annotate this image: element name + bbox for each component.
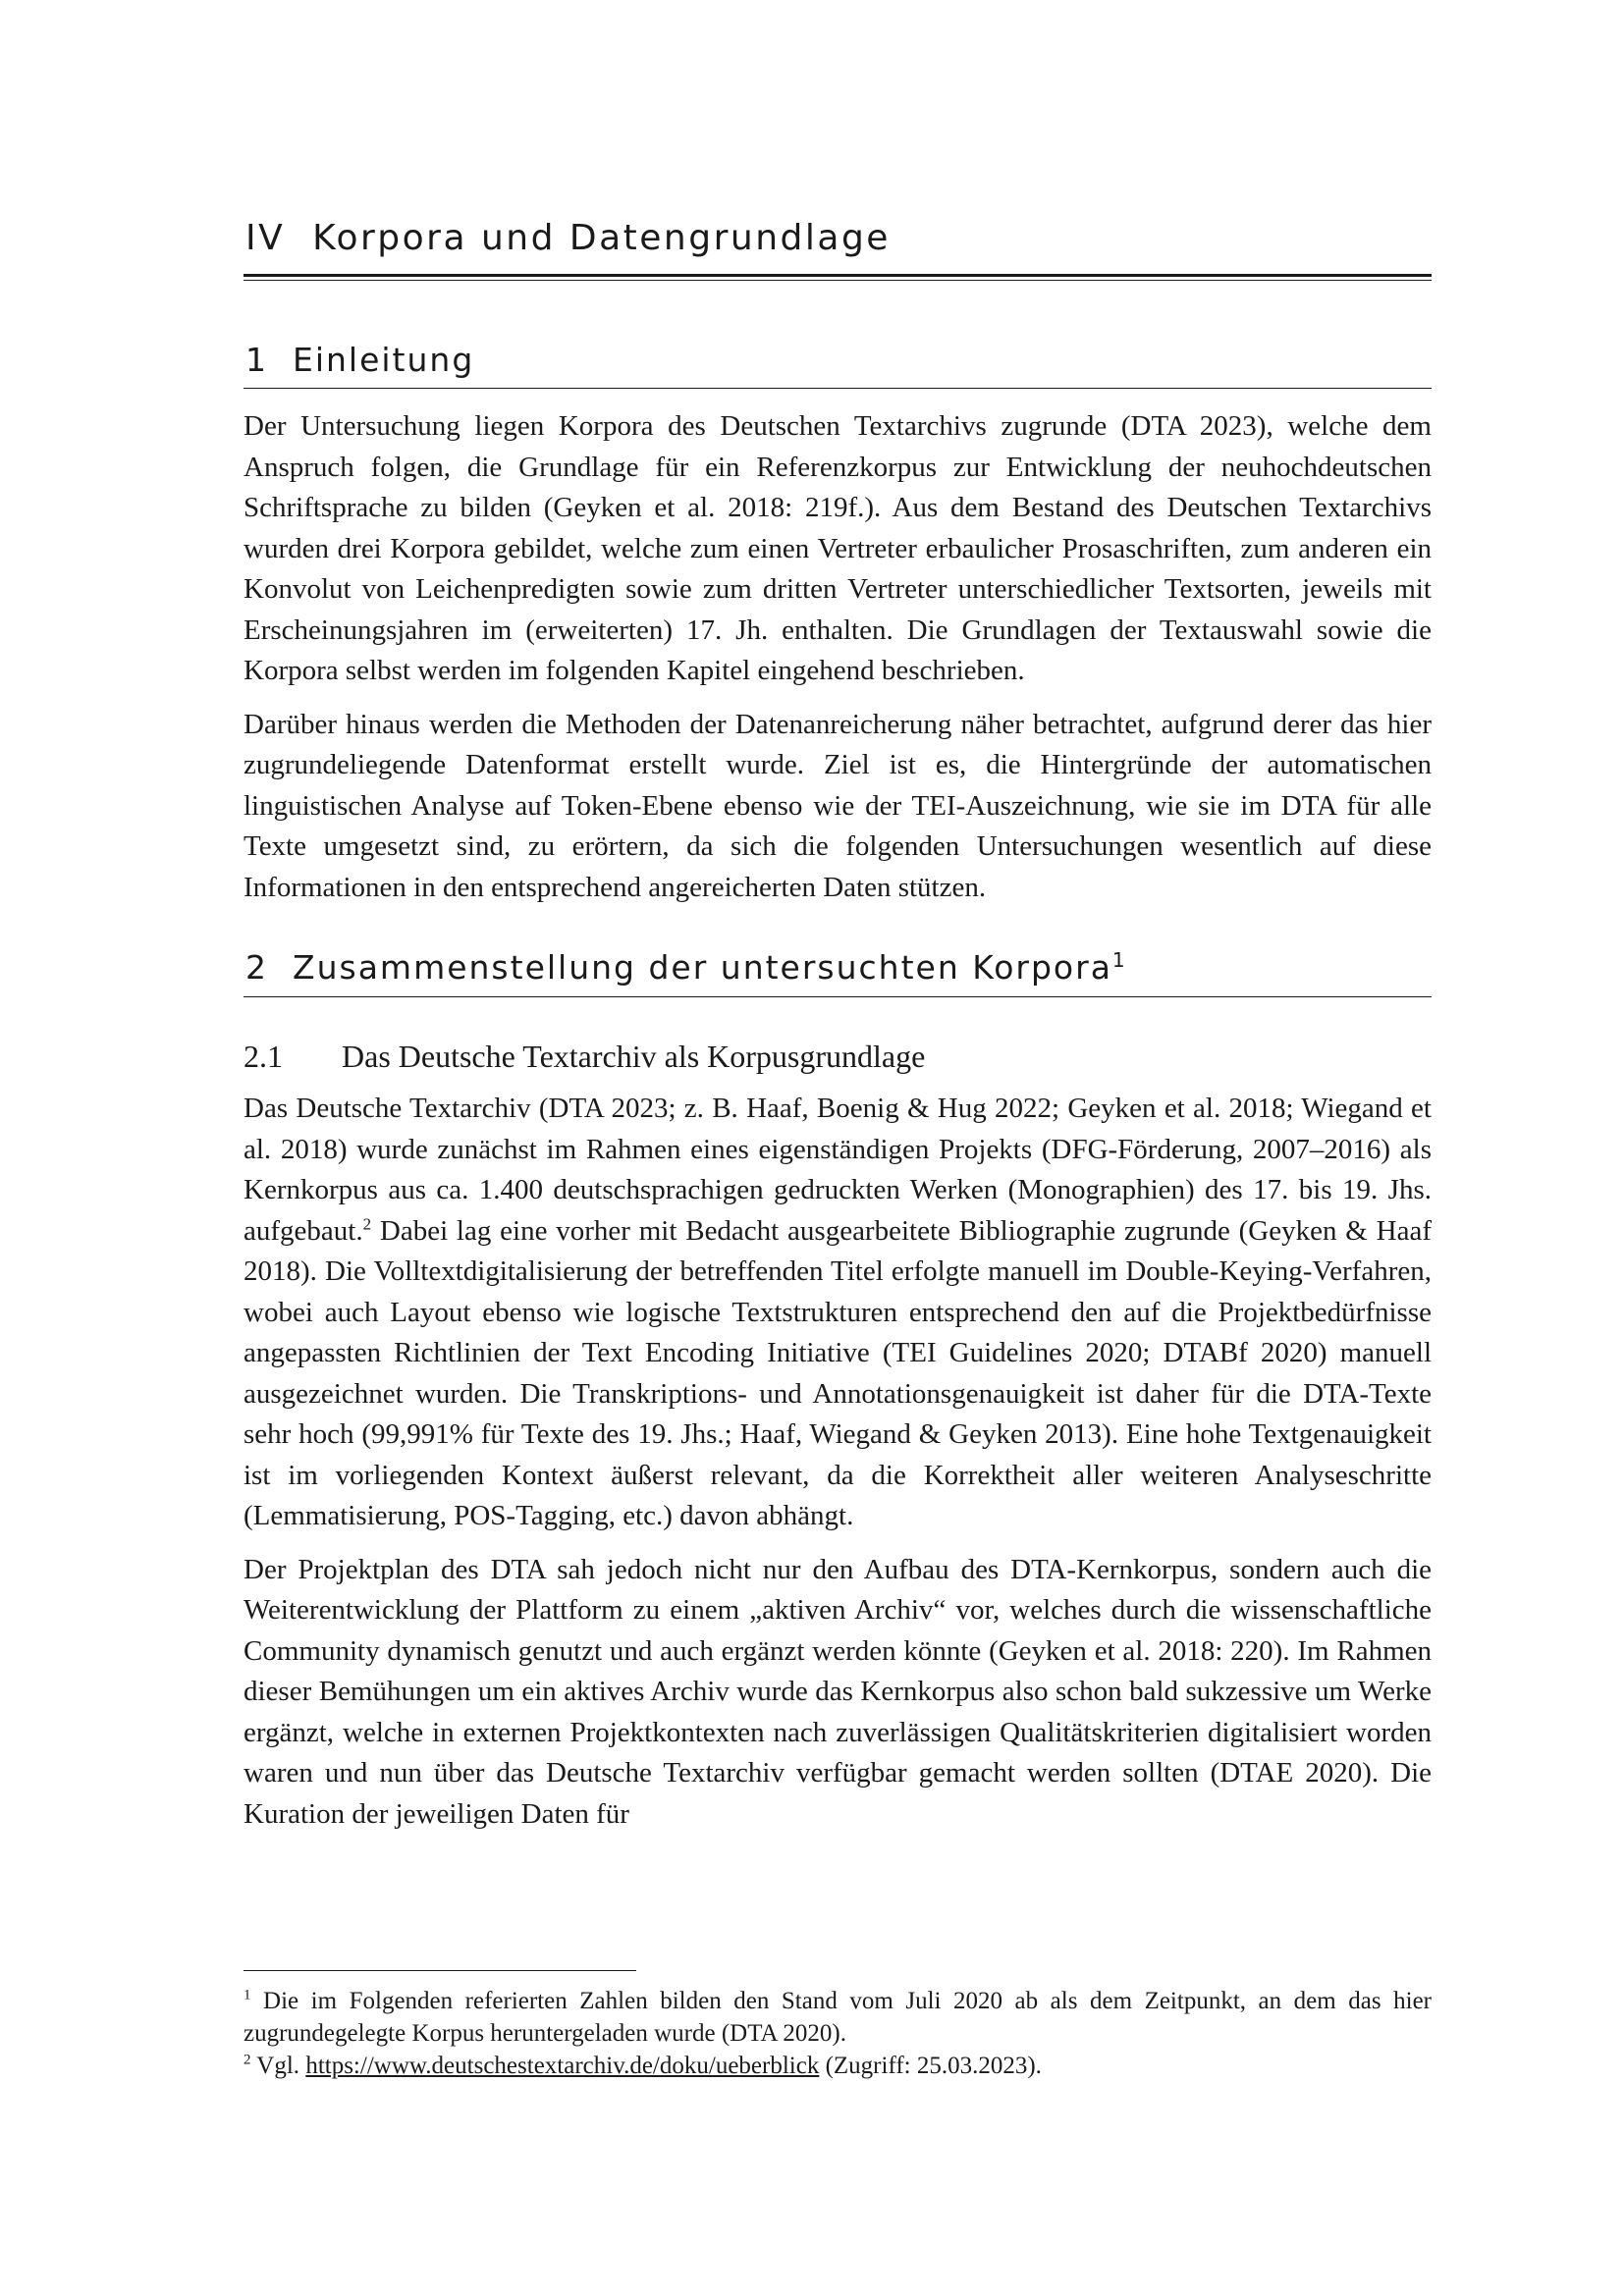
section-title	[244, 947, 1432, 995]
page-body	[244, 216, 1432, 1835]
footnote-text: Die im Folgenden referierten Zahlen bilden den Stand vom Juli 2020 ab als dem Zeitpunkt, an dem das hier zugrundegelegte Korpus heruntergeladen wurde (DTA 2020).	[244, 1988, 1432, 2047]
chapter-heading	[244, 216, 1432, 281]
footnote-1	[244, 1985, 1432, 2050]
paragraph-dta-1	[244, 1089, 1432, 1537]
footnotes	[244, 1985, 1432, 2082]
paragraph-text: Dabei lag eine vorher mit Bedacht ausgearbeitete Bibliographie zugrunde (Geyken & Haaf 2018). Die Volltextdigitalisierung der betreffenden Titel erfolgte manuell im Double-Keying-Verfahren, wobei auch Layout ebenso wie logische Textstrukturen entsprechend den auf die Projektbedürfnisse angepassten Richtlinien der Text Encoding Initiative (TEI Guidelines 2020; DTABf 2020) manuell ausgezeichnet wurden. Die Transkriptions- und Annotationsgenauigkeit ist daher für die DTA-Texte sehr hoch (99,991% für Texte des 19. Jhs.; Haaf, Wiegand & Geyken 2013). Eine hohe Textgenauigkeit ist im vorliegenden Kontext äußerst relevant, da die Korrektheit aller weiteren Analyseschritte (Lemmatisierung, POS-Tagging, etc.) davon abhängt.	[244, 1214, 1432, 1532]
section-1-heading	[244, 340, 1432, 389]
paragraph-text: Das Deutsche Textarchiv (DTA 2023; z. B. Haaf, Boenig & Hug 2022; Geyken et al. 2018; Wiegand et al. 2018) wurde zunächst im Rahmen eines eigenständigen Projekts (DFG-Förderung, 2007–2016) als Kernkorpus aus ca. 1.400 deutschsprachigen gedruckten Werken (Monographien) des 17. bis 19. Jhs. aufgebaut.	[244, 1093, 1432, 1247]
footnote-marker: 1	[244, 1987, 251, 2003]
chapter-number: IV	[245, 218, 286, 258]
subsection-title-text: Das Deutsche Textarchiv als Korpusgrundlage	[342, 1038, 926, 1074]
section-title-text: Zusammenstellung der untersuchten Korpora	[292, 948, 1112, 988]
chapter-title	[244, 216, 1432, 274]
footnote-ref-1[interactable]: 1	[1111, 948, 1125, 973]
footnote-separator	[244, 1970, 636, 1971]
subsection-heading	[244, 1037, 1432, 1078]
paragraph-dta-2: Der Projektplan des DTA sah jedoch nicht nur den Aufbau des DTA-Kernkorpus, sondern auch die Weiterentwicklung der Plattform zu einem „aktiven Archiv“ vor, welches durch die wissenschaftliche Community dynamisch genutzt und auch ergänzt werden könnte (Geyken et al. 2018: 220). Im Rahmen dieser Bemühungen um ein aktives Archiv wurde das Kernkorpus also schon bald sukzessive um Werke ergänzt, welche in externen Projektkontexten nach zuverlässigen Qualitätskriterien digitalisiert worden waren und nun über das Deutsche Textarchiv verfügbar gemacht werden sollten (DTAE 2020). Die Kuration der jeweiligen Daten für	[244, 1553, 1432, 1830]
section-number: 2	[245, 948, 268, 988]
chapter-double-rule	[244, 274, 1432, 281]
subsection-number: 2.1	[244, 1038, 283, 1074]
chapter-title-text: Korpora und Datengrundlage	[312, 218, 891, 258]
footnote-2	[244, 2050, 1432, 2082]
footnote-marker: 2	[244, 2052, 251, 2068]
footnote-ref-2[interactable]: 2	[362, 1213, 372, 1233]
footnote-text: Vgl.	[250, 2053, 306, 2079]
paragraph-intro-1: Der Untersuchung liegen Korpora des Deutschen Textarchivs zugrunde (DTA 2023), welche dem Anspruch folgen, die Grundlage für ein Referenzkorpus zur Entwicklung der neuhochdeutschen Schriftsprache zu bilden (Geyken et al. 2018: 219f.). Aus dem Bestand des Deutschen Textarchivs wurden drei Korpora gebildet, welche zum einen Vertreter erbaulicher Prosaschriften, zum anderen ein Konvolut von Leichenpredigten sowie zum dritten Vertreter unterschiedlicher Textsorten, jeweils mit Erscheinungsjahren im (erweiterten) 17. Jh. enthalten. Die Grundlagen der Textauswahl sowie die Korpora selbst werden im folgenden Kapitel eingehend beschrieben.	[244, 410, 1432, 687]
footnote-text: (Zugriff: 25.03.2023).	[819, 2053, 1042, 2079]
section-number: 1	[245, 341, 268, 379]
section-title	[244, 340, 1432, 388]
section-title-text: Einleitung	[292, 341, 475, 379]
footnote-link[interactable]: https://www.deutschestextarchiv.de/doku/ueberblick	[305, 2053, 820, 2079]
section-2-heading	[244, 947, 1432, 996]
paragraph-intro-2: Darüber hinaus werden die Methoden der Datenanreicherung näher betrachtet, aufgrund derer das hier zugrundeliegende Datenformat erstellt wurde. Ziel ist es, die Hintergründe der automatischen linguistischen Analyse auf Token-Ebene ebenso wie der TEI-Auszeichnung, wie sie im DTA für alle Texte umgesetzt sind, zu erörtern, da sich die folgenden Untersuchungen wesentlich auf diese Informationen in den entsprechend angereicherten Daten stützen.	[244, 708, 1432, 903]
